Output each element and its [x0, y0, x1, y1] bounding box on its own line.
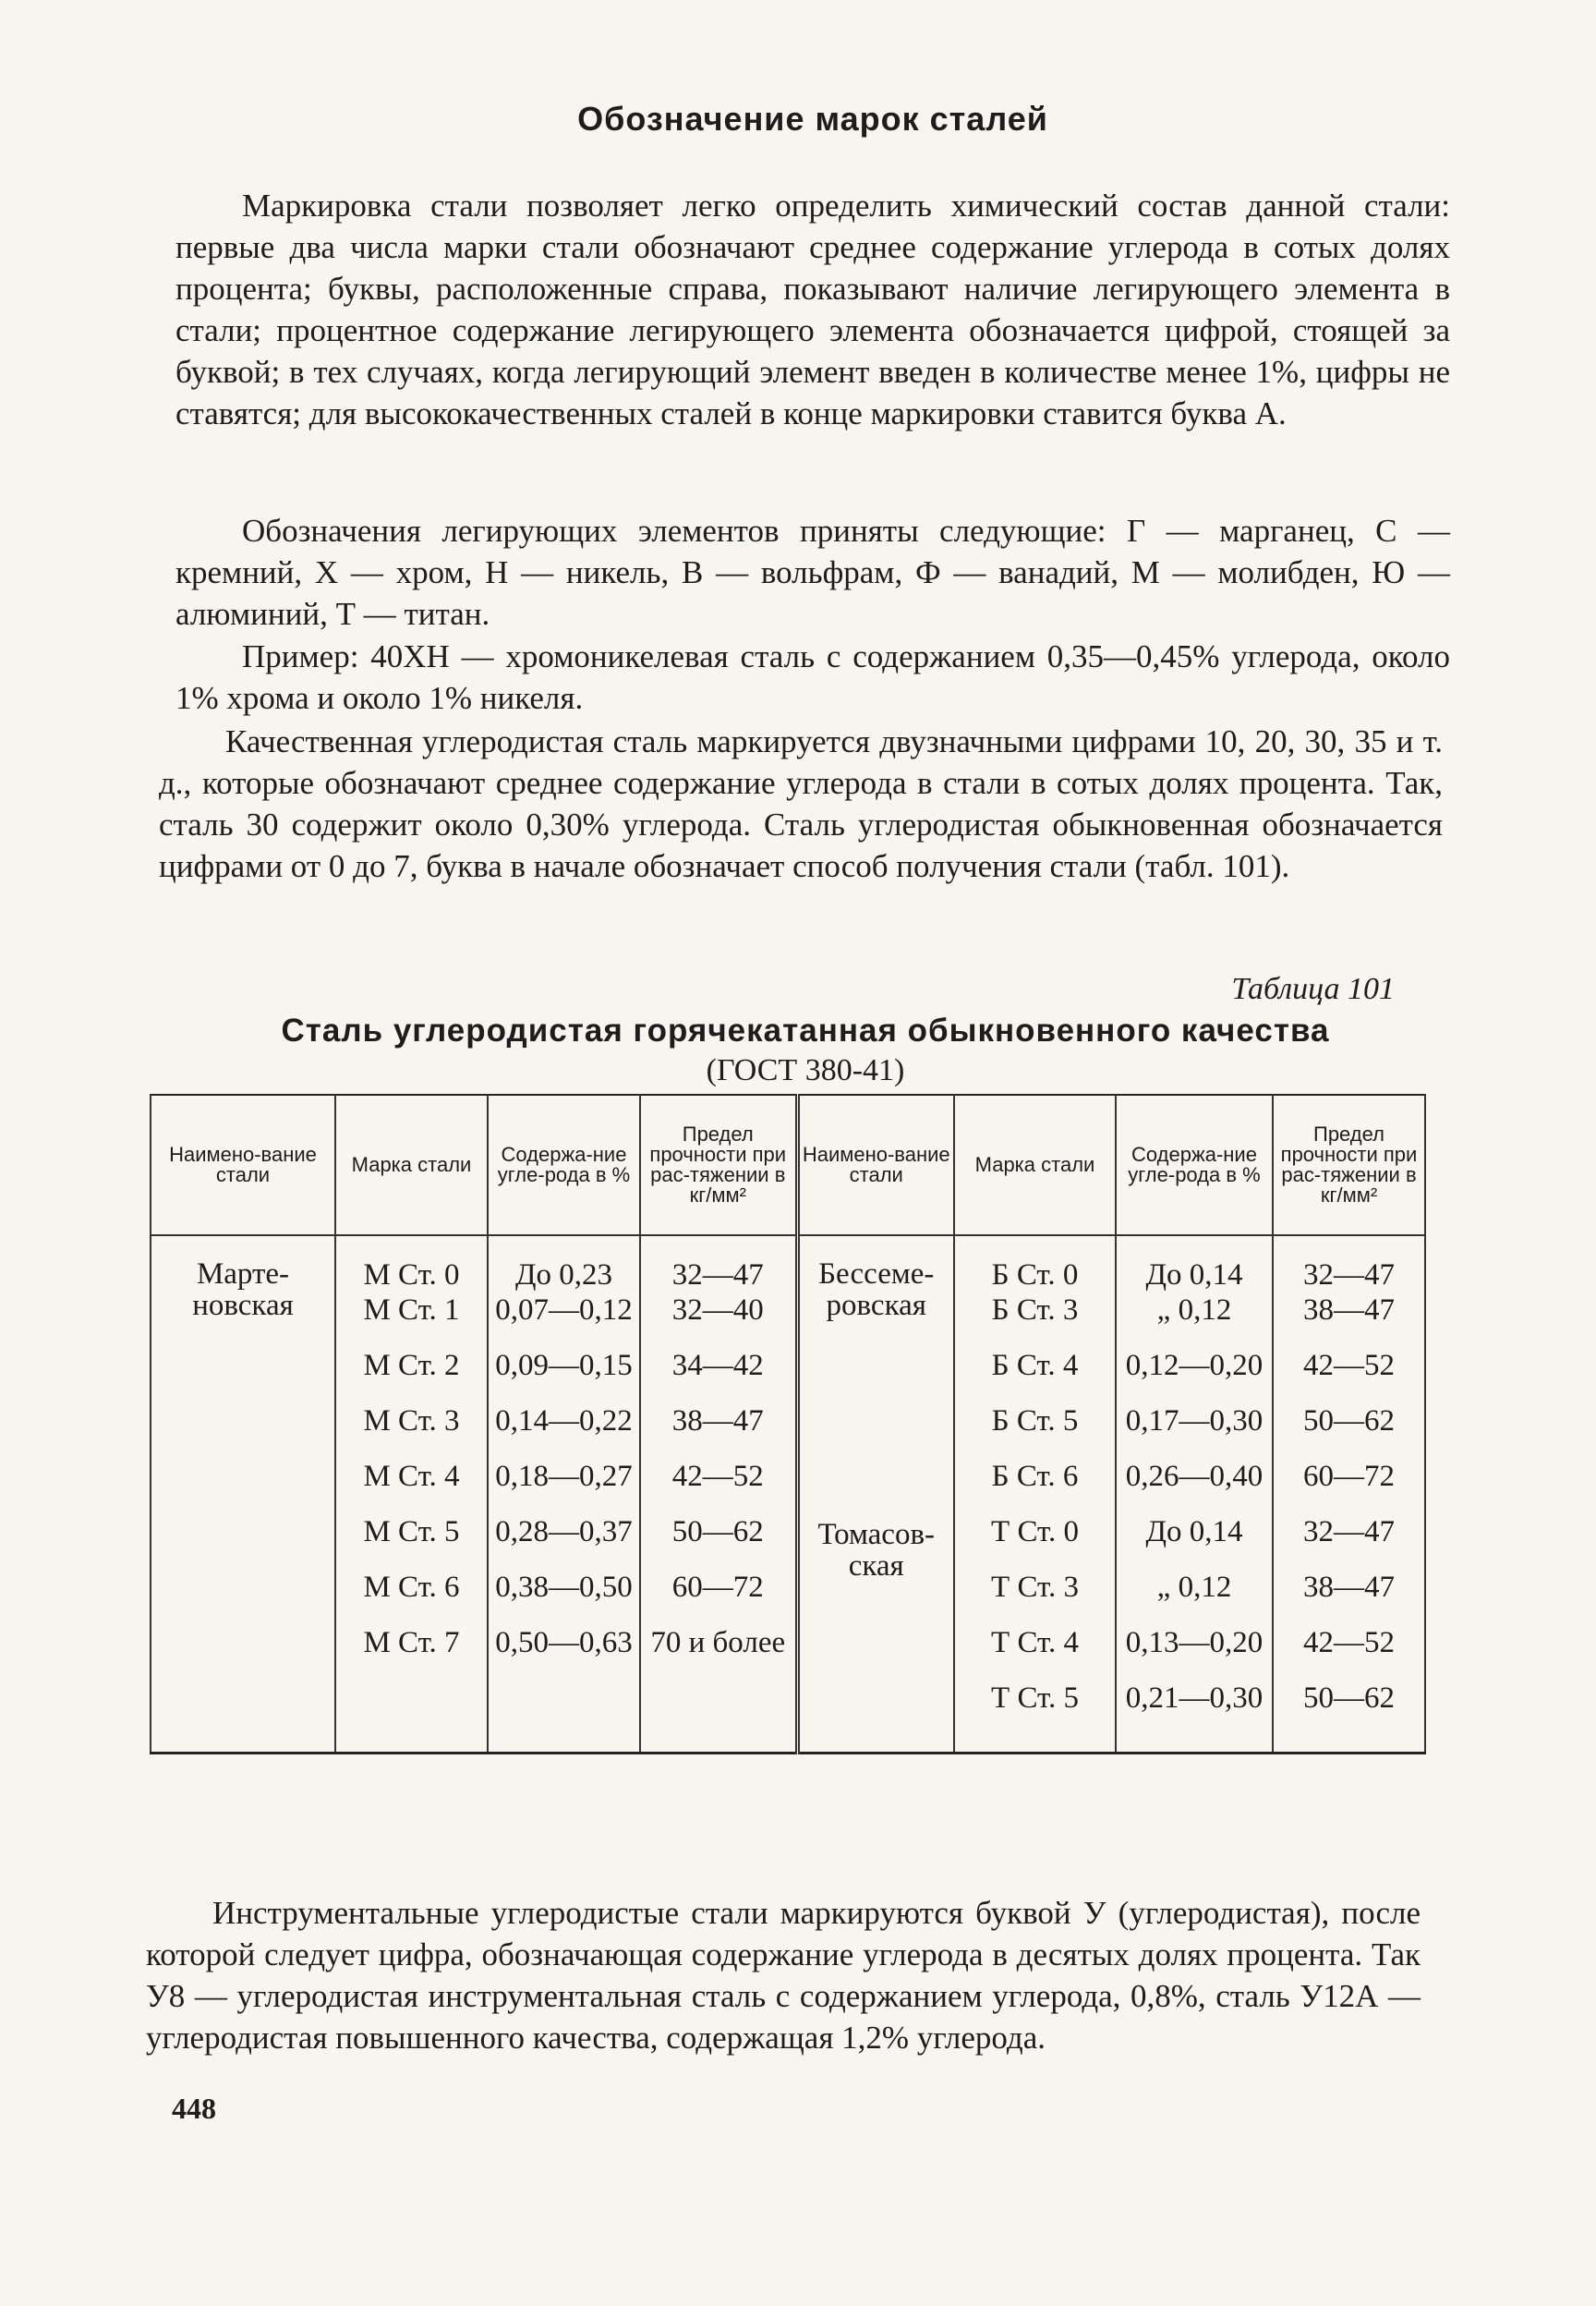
grade-cell: М Ст. 4 — [335, 1460, 488, 1515]
strength-cell: 42—52 — [640, 1460, 797, 1515]
paragraph-marking: Маркировка стали позволяет легко определить химический состав данной стали: первые два числа марки стали обозначают среднее содержание углерода в сотых долях процента; буквы, расположенные справа, показывают наличие легирующего элемента в стали; процентное содержание легирующего элемента обозначается цифрой, стоящей за буквой; в тех случаях, когда легирующий элемент введен в количестве менее 1%, цифры не ставятся; для высококачественных сталей в конце маркировки ставится буква А. — [175, 188, 1450, 431]
table-row — [151, 1293, 1425, 1349]
carbon-cell: „ 0,12 — [1116, 1571, 1273, 1626]
header-strength: Предел прочности при рас-тяжении в кг/мм² — [1273, 1095, 1425, 1235]
grade-cell: Б Ст. 0 — [954, 1235, 1116, 1293]
strength-cell: 32—47 — [640, 1235, 797, 1293]
carbon-cell: 0,07—0,12 — [488, 1293, 640, 1349]
table-standard: (ГОСТ 380-41) — [706, 1053, 905, 1087]
grade-cell: Т Ст. 4 — [954, 1626, 1116, 1681]
carbon-cell: 0,17—0,30 — [1116, 1404, 1273, 1460]
steel-kind-open-hearth: Марте-новская — [151, 1235, 335, 1754]
carbon-cell: До 0,14 — [1116, 1515, 1273, 1571]
table-row — [151, 1515, 1425, 1571]
header-carbon: Содержа-ние угле-рода в % — [488, 1095, 640, 1235]
carbon-cell: 0,28—0,37 — [488, 1515, 640, 1571]
carbon-cell: 0,13—0,20 — [1116, 1626, 1273, 1681]
carbon-cell: 0,21—0,30 — [1116, 1681, 1273, 1754]
header-carbon: Содержа-ние угле-рода в % — [1116, 1095, 1273, 1235]
table-row — [151, 1626, 1425, 1681]
table-row — [151, 1571, 1425, 1626]
strength-cell: 70 и более — [640, 1626, 797, 1754]
carbon-cell — [488, 1681, 640, 1754]
grade-cell: М Ст. 3 — [335, 1404, 488, 1460]
header-name: Наимено-вание стали — [151, 1095, 335, 1235]
grade-cell: Б Ст. 6 — [954, 1460, 1116, 1515]
page-number: 448 — [172, 2092, 216, 2125]
strength-cell: 50—62 — [1273, 1404, 1425, 1460]
grade-cell: М Ст. 2 — [335, 1349, 488, 1404]
strength-cell: 50—62 — [1273, 1681, 1425, 1754]
strength-cell: 38—47 — [1273, 1571, 1425, 1626]
carbon-cell: 0,14—0,22 — [488, 1404, 640, 1460]
carbon-cell: 0,12—0,20 — [1116, 1349, 1273, 1404]
carbon-cell: До 0,23 — [488, 1235, 640, 1293]
strength-cell: 32—40 — [640, 1293, 797, 1349]
steel-kind-bessemer: Бессеме-ровская — [797, 1235, 954, 1515]
header-strength: Предел прочности при рас-тяжении в кг/мм² — [640, 1095, 797, 1235]
strength-cell: 60—72 — [1273, 1460, 1425, 1515]
table-header-row — [151, 1095, 1425, 1235]
grade-cell: М Ст. 0 — [335, 1235, 488, 1293]
table-label: Таблица 101 — [1231, 972, 1395, 1006]
strength-cell: 38—47 — [640, 1404, 797, 1460]
header-grade: Марка стали — [954, 1095, 1116, 1235]
header-name: Наимено-вание стали — [797, 1095, 954, 1235]
grade-cell: Б Ст. 5 — [954, 1404, 1116, 1460]
paragraph-alloy-elements: Обозначения легирующих элементов приняты следующие: Г — марганец, С — кремний, Х — хром, Н — никель, В — вольфрам, Ф — ванадий, М — молибден, Ю — алюминий, Т — титан. — [175, 513, 1450, 632]
carbon-cell: 0,18—0,27 — [488, 1460, 640, 1515]
strength-cell: 42—52 — [1273, 1349, 1425, 1404]
carbon-cell: До 0,14 — [1116, 1235, 1273, 1293]
carbon-cell: 0,38—0,50 — [488, 1571, 640, 1626]
grade-cell: Т Ст. 0 — [954, 1515, 1116, 1571]
table-row — [151, 1235, 1425, 1293]
strength-cell: 38—47 — [1273, 1293, 1425, 1349]
grade-cell: Б Ст. 3 — [954, 1293, 1116, 1349]
strength-cell: 50—62 — [640, 1515, 797, 1571]
strength-cell: 32—47 — [1273, 1235, 1425, 1293]
paragraph-quality-steel: Качественная углеродистая сталь маркируется двузначными цифрами 10, 20, 30, 35 и т. д., которые обозначают среднее содержание углерода в стали в сотых долях процента. Так, сталь 30 содержит около 0,30% углерода. Сталь углеродистая обыкновенная обозначается цифрами от 0 до 7, буква в начале обозначает способ получения стали (табл. 101). — [159, 723, 1443, 884]
grade-cell: М Ст. 5 — [335, 1515, 488, 1571]
grade-cell: Т Ст. 3 — [954, 1571, 1116, 1626]
table-title: Сталь углеродистая горячекатанная обыкновенного качества — [281, 1013, 1330, 1049]
table-row — [151, 1349, 1425, 1404]
carbon-cell: 0,26—0,40 — [1116, 1460, 1273, 1515]
paragraph-example: Пример: 40ХН — хромоникелевая сталь с содержанием 0,35—0,45% углерода, около 1% хрома и около 1% никеля. — [175, 638, 1450, 716]
header-grade: Марка стали — [335, 1095, 488, 1235]
carbon-cell: 0,50—0,63 — [488, 1626, 640, 1681]
strength-cell: 32—47 — [1273, 1515, 1425, 1571]
grade-cell: М Ст. 1 — [335, 1293, 488, 1349]
table-row — [151, 1404, 1425, 1460]
strength-cell: 34—42 — [640, 1349, 797, 1404]
table-row — [151, 1460, 1425, 1515]
carbon-cell: „ 0,12 — [1116, 1293, 1273, 1349]
strength-cell: 42—52 — [1273, 1626, 1425, 1681]
paragraph-tool-steel: Инструментальные углеродистые стали маркируются буквой У (углеродистая), после которой следует цифра, обозначающая содержание углерода в десятых долях процента. Так У8 — углеродистая инструментальная сталь с содержанием углерода, 0,8%, сталь У12А — углеродистая повышенного качества, содержащая 1,2% углерода. — [146, 1895, 1421, 2056]
grade-cell: М Ст. 7 — [335, 1626, 488, 1681]
grade-cell: Т Ст. 5 — [954, 1681, 1116, 1754]
grade-cell — [335, 1681, 488, 1754]
grade-cell: М Ст. 6 — [335, 1571, 488, 1626]
steel-kind-thomas: Томасов-ская — [797, 1515, 954, 1754]
grade-cell: Б Ст. 4 — [954, 1349, 1116, 1404]
carbon-cell: 0,09—0,15 — [488, 1349, 640, 1404]
strength-cell: 60—72 — [640, 1571, 797, 1626]
page-heading: Обозначение марок сталей — [577, 100, 1048, 138]
steel-table — [150, 1094, 1426, 1754]
